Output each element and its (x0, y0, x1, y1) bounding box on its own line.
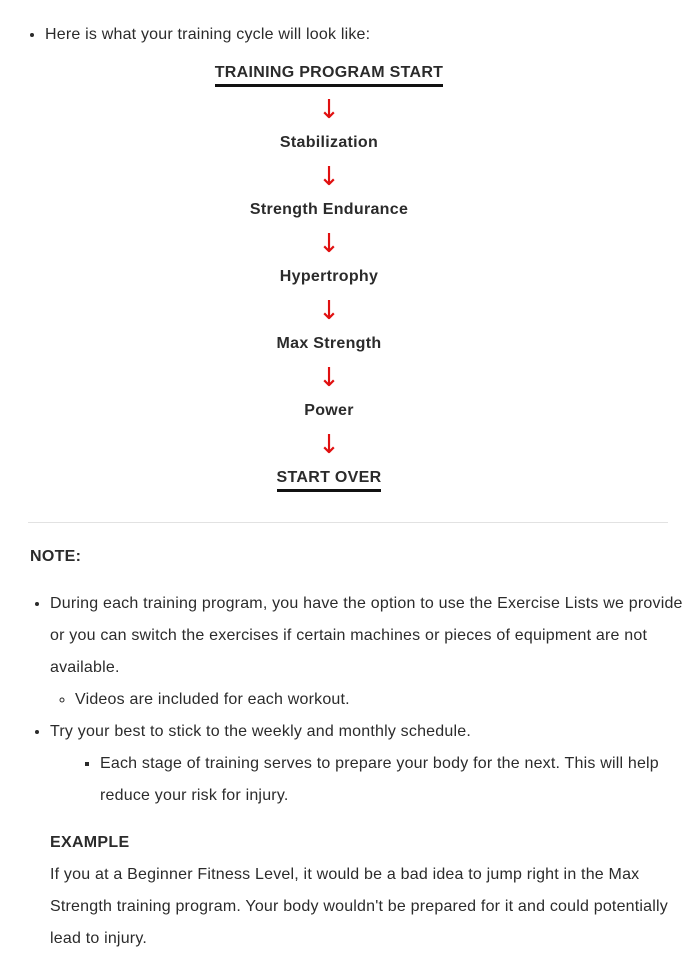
down-arrow-icon: ↓ (318, 429, 340, 460)
down-arrow-icon: ↓ (318, 94, 340, 125)
note-list (25, 588, 690, 812)
note-item-exercise-lists (50, 588, 690, 716)
section-divider (28, 522, 668, 523)
cycle-step-power: Power (304, 402, 354, 419)
note-sublist (50, 684, 690, 716)
intro-list (20, 24, 370, 46)
note-sublist (50, 748, 690, 812)
note-subitem-injury: ▪ Each stage of training serves to prepare your body for the next. This will help reduce your risk for injury. (100, 748, 690, 812)
down-arrow-icon: ↓ (318, 295, 340, 326)
cycle-step-strength-endurance: Strength Endurance (249, 201, 409, 218)
note-item-schedule (50, 716, 690, 812)
note-item-text: Try your best to stick to the weekly and monthly schedule. (50, 723, 471, 740)
example-paragraph: If you at a Beginner Fitness Level, it would be a bad idea to jump right in the Max Strength training program. Your body wouldn't be prepared for it and could potentially lead to injury. (50, 866, 668, 947)
note-item-text: During each training program, you have the option to use the Exercise Lists we provide or you can switch the exercises if certain machines or pieces of equipment are not available. (50, 595, 683, 676)
down-arrow-icon: ↓ (318, 228, 340, 259)
cycle-step-max-strength: Max Strength (276, 335, 382, 352)
intro-item: • Here is what your training cycle will look like: (45, 24, 370, 46)
cycle-start-label: TRAINING PROGRAM START (215, 62, 444, 87)
cycle-step-hypertrophy: Hypertrophy (279, 268, 379, 285)
example-heading: EXAMPLE (50, 834, 130, 851)
down-arrow-icon: ↓ (318, 362, 340, 393)
down-arrow-icon: ↓ (318, 161, 340, 192)
cycle-step-stabilization: Stabilization (279, 134, 379, 151)
note-subitem-videos: ◦ Videos are included for each workout. (75, 684, 690, 716)
training-cycle-flow (0, 62, 658, 492)
cycle-end-label: START OVER (277, 467, 382, 492)
note-heading: NOTE: (30, 548, 82, 565)
